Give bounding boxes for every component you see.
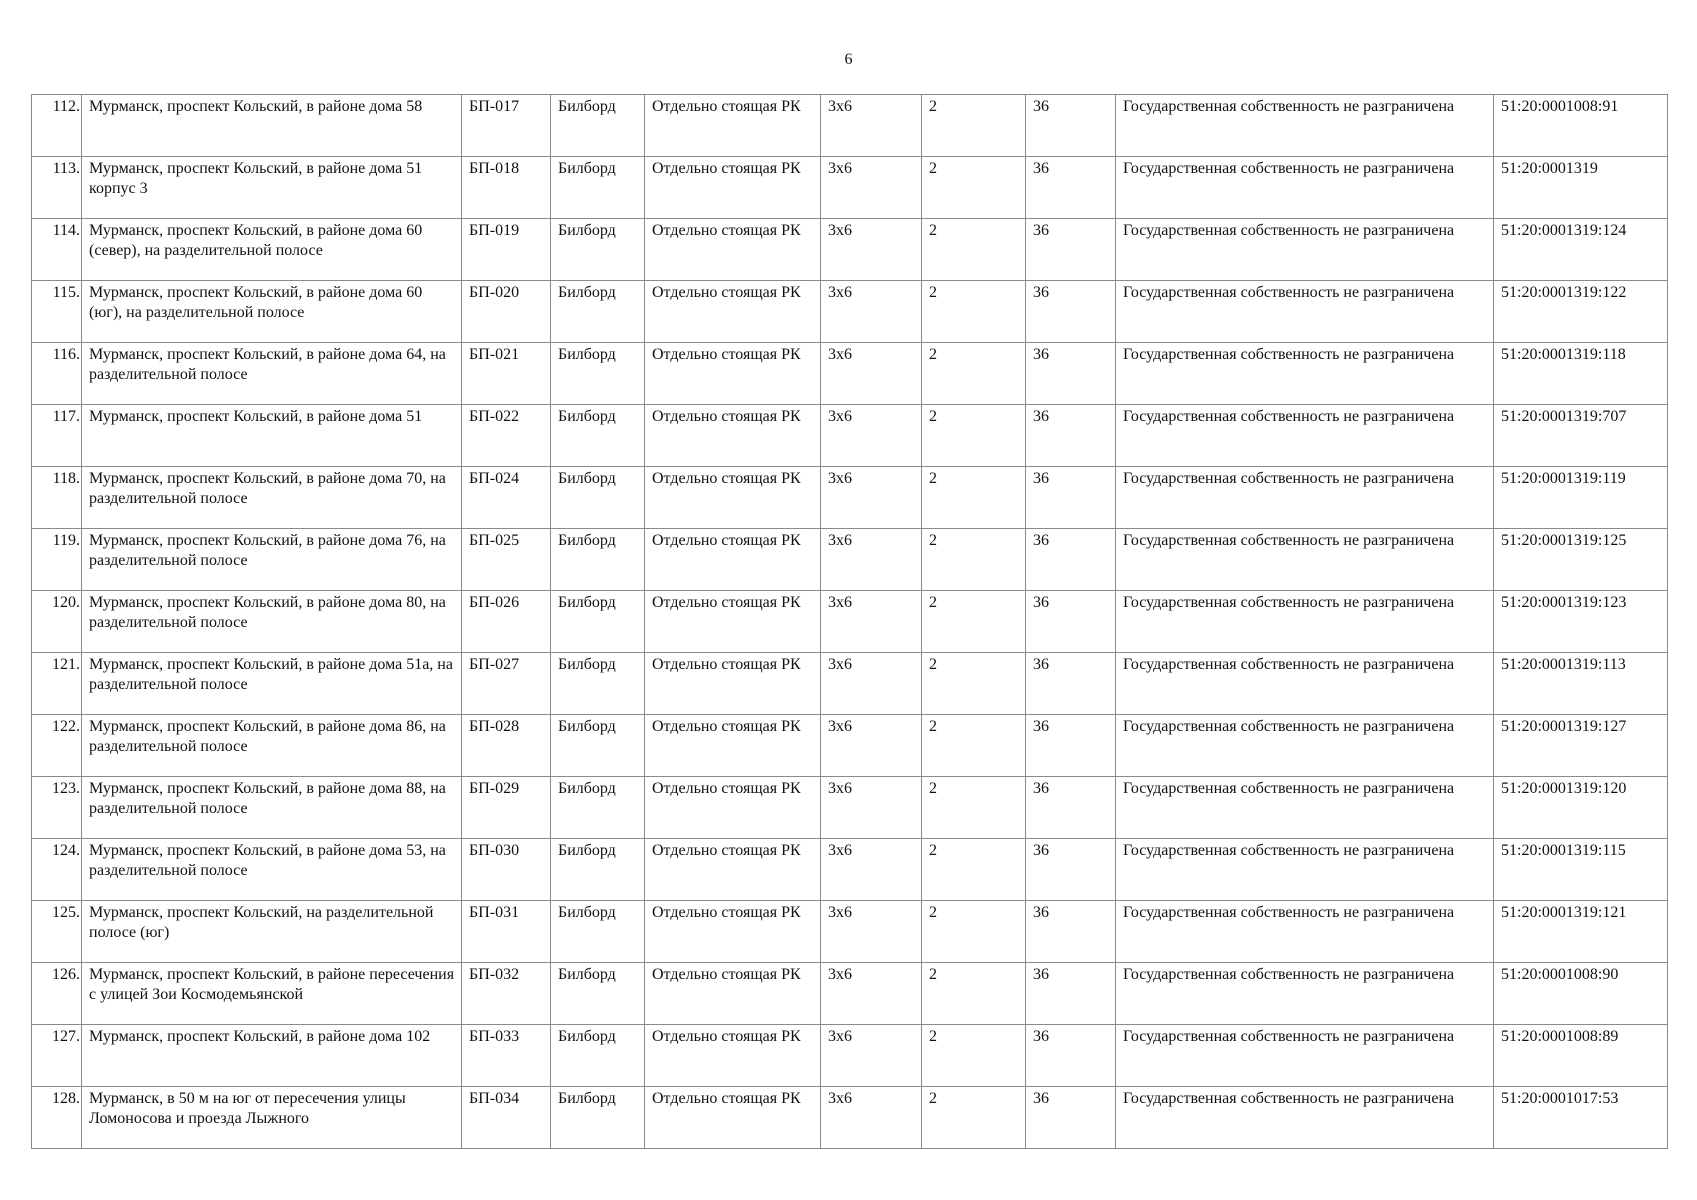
sides-cell: 2 [922,281,1026,343]
address-cell: Мурманск, проспект Кольский, в районе пересечения с улицей Зои Космодемьянской [82,963,462,1025]
address-cell: Мурманск, проспект Кольский, на разделительной полосе (юг) [82,901,462,963]
size-cell: 3х6 [821,839,922,901]
code-cell: БП-028 [462,715,551,777]
ownership-cell: Государственная собственность не разграничена [1116,467,1494,529]
type-cell: Билборд [551,405,645,467]
size-cell: 3х6 [821,529,922,591]
ownership-cell: Государственная собственность не разграничена [1116,281,1494,343]
cadastral-number-cell: 51:20:0001008:91 [1494,95,1668,157]
code-cell: БП-018 [462,157,551,219]
row-number: 120. [32,591,82,653]
table-row [32,1025,1668,1087]
cadastral-number-cell: 51:20:0001319 [1494,157,1668,219]
type-cell: Билборд [551,467,645,529]
address-cell: Мурманск, проспект Кольский, в районе дома 86, на разделительной полосе [82,715,462,777]
row-number: 125. [32,901,82,963]
table-row [32,95,1668,157]
table-row [32,1087,1668,1149]
kind-cell: Отдельно стоящая РК [645,467,821,529]
type-cell: Билборд [551,715,645,777]
sides-cell: 2 [922,777,1026,839]
ownership-cell: Государственная собственность не разграничена [1116,219,1494,281]
ownership-cell: Государственная собственность не разграничена [1116,839,1494,901]
size-cell: 3х6 [821,95,922,157]
code-cell: БП-021 [462,343,551,405]
address-cell: Мурманск, проспект Кольский, в районе дома 53, на разделительной полосе [82,839,462,901]
cadastral-number-cell: 51:20:0001008:89 [1494,1025,1668,1087]
size-cell: 3х6 [821,343,922,405]
ownership-cell: Государственная собственность не разграничена [1116,591,1494,653]
cadastral-number-cell: 51:20:0001319:118 [1494,343,1668,405]
code-cell: БП-033 [462,1025,551,1087]
area-cell: 36 [1026,219,1116,281]
kind-cell: Отдельно стоящая РК [645,591,821,653]
size-cell: 3х6 [821,653,922,715]
sides-cell: 2 [922,405,1026,467]
code-cell: БП-026 [462,591,551,653]
area-cell: 36 [1026,901,1116,963]
table-row [32,777,1668,839]
row-number: 126. [32,963,82,1025]
table-row [32,591,1668,653]
code-cell: БП-029 [462,777,551,839]
ownership-cell: Государственная собственность не разграничена [1116,777,1494,839]
area-cell: 36 [1026,777,1116,839]
area-cell: 36 [1026,467,1116,529]
table-row [32,157,1668,219]
area-cell: 36 [1026,95,1116,157]
type-cell: Билборд [551,219,645,281]
ownership-cell: Государственная собственность не разграничена [1116,715,1494,777]
registry-table [31,94,1668,1149]
ownership-cell: Государственная собственность не разграничена [1116,1087,1494,1149]
size-cell: 3х6 [821,1025,922,1087]
sides-cell: 2 [922,963,1026,1025]
sides-cell: 2 [922,653,1026,715]
cadastral-number-cell: 51:20:0001319:115 [1494,839,1668,901]
ownership-cell: Государственная собственность не разграничена [1116,405,1494,467]
kind-cell: Отдельно стоящая РК [645,219,821,281]
size-cell: 3х6 [821,467,922,529]
ownership-cell: Государственная собственность не разграничена [1116,653,1494,715]
row-number: 123. [32,777,82,839]
address-cell: Мурманск, проспект Кольский, в районе дома 88, на разделительной полосе [82,777,462,839]
address-cell: Мурманск, проспект Кольский, в районе дома 51 [82,405,462,467]
cadastral-number-cell: 51:20:0001008:90 [1494,963,1668,1025]
type-cell: Билборд [551,1025,645,1087]
area-cell: 36 [1026,1087,1116,1149]
type-cell: Билборд [551,281,645,343]
area-cell: 36 [1026,157,1116,219]
kind-cell: Отдельно стоящая РК [645,281,821,343]
type-cell: Билборд [551,839,645,901]
table-row [32,715,1668,777]
cadastral-number-cell: 51:20:0001319:707 [1494,405,1668,467]
area-cell: 36 [1026,1025,1116,1087]
kind-cell: Отдельно стоящая РК [645,963,821,1025]
area-cell: 36 [1026,529,1116,591]
code-cell: БП-030 [462,839,551,901]
ownership-cell: Государственная собственность не разграничена [1116,901,1494,963]
area-cell: 36 [1026,281,1116,343]
ownership-cell: Государственная собственность не разграничена [1116,343,1494,405]
cadastral-number-cell: 51:20:0001319:121 [1494,901,1668,963]
table-row [32,219,1668,281]
address-cell: Мурманск, проспект Кольский, в районе дома 102 [82,1025,462,1087]
address-cell: Мурманск, проспект Кольский, в районе дома 60 (юг), на разделительной полосе [82,281,462,343]
type-cell: Билборд [551,963,645,1025]
table-row [32,343,1668,405]
kind-cell: Отдельно стоящая РК [645,715,821,777]
cadastral-number-cell: 51:20:0001319:127 [1494,715,1668,777]
type-cell: Билборд [551,901,645,963]
sides-cell: 2 [922,467,1026,529]
kind-cell: Отдельно стоящая РК [645,405,821,467]
size-cell: 3х6 [821,715,922,777]
ownership-cell: Государственная собственность не разграничена [1116,963,1494,1025]
address-cell: Мурманск, проспект Кольский, в районе дома 64, на разделительной полосе [82,343,462,405]
code-cell: БП-024 [462,467,551,529]
row-number: 113. [32,157,82,219]
kind-cell: Отдельно стоящая РК [645,1087,821,1149]
table-row [32,901,1668,963]
address-cell: Мурманск, проспект Кольский, в районе дома 51а, на разделительной полосе [82,653,462,715]
address-cell: Мурманск, проспект Кольский, в районе дома 80, на разделительной полосе [82,591,462,653]
code-cell: БП-032 [462,963,551,1025]
row-number: 118. [32,467,82,529]
sides-cell: 2 [922,95,1026,157]
type-cell: Билборд [551,343,645,405]
table-row [32,405,1668,467]
row-number: 112. [32,95,82,157]
size-cell: 3х6 [821,219,922,281]
table-row [32,839,1668,901]
type-cell: Билборд [551,1087,645,1149]
cadastral-number-cell: 51:20:0001319:124 [1494,219,1668,281]
area-cell: 36 [1026,591,1116,653]
row-number: 127. [32,1025,82,1087]
ownership-cell: Государственная собственность не разграничена [1116,157,1494,219]
code-cell: БП-034 [462,1087,551,1149]
row-number: 122. [32,715,82,777]
address-cell: Мурманск, проспект Кольский, в районе дома 70, на разделительной полосе [82,467,462,529]
code-cell: БП-022 [462,405,551,467]
code-cell: БП-017 [462,95,551,157]
table-row [32,963,1668,1025]
code-cell: БП-027 [462,653,551,715]
kind-cell: Отдельно стоящая РК [645,529,821,591]
sides-cell: 2 [922,529,1026,591]
ownership-cell: Государственная собственность не разграничена [1116,95,1494,157]
address-cell: Мурманск, проспект Кольский, в районе дома 76, на разделительной полосе [82,529,462,591]
sides-cell: 2 [922,1025,1026,1087]
cadastral-number-cell: 51:20:0001319:125 [1494,529,1668,591]
row-number: 115. [32,281,82,343]
area-cell: 36 [1026,405,1116,467]
area-cell: 36 [1026,839,1116,901]
address-cell: Мурманск, проспект Кольский, в районе дома 58 [82,95,462,157]
address-cell: Мурманск, проспект Кольский, в районе дома 51 корпус 3 [82,157,462,219]
code-cell: БП-019 [462,219,551,281]
code-cell: БП-031 [462,901,551,963]
row-number: 121. [32,653,82,715]
row-number: 119. [32,529,82,591]
row-number: 124. [32,839,82,901]
type-cell: Билборд [551,591,645,653]
size-cell: 3х6 [821,901,922,963]
row-number: 116. [32,343,82,405]
table-row [32,467,1668,529]
kind-cell: Отдельно стоящая РК [645,95,821,157]
table-row [32,653,1668,715]
ownership-cell: Государственная собственность не разграничена [1116,1025,1494,1087]
address-cell: Мурманск, в 50 м на юг от пересечения улицы Ломоносова и проезда Лыжного [82,1087,462,1149]
size-cell: 3х6 [821,405,922,467]
kind-cell: Отдельно стоящая РК [645,653,821,715]
sides-cell: 2 [922,1087,1026,1149]
row-number: 114. [32,219,82,281]
sides-cell: 2 [922,715,1026,777]
sides-cell: 2 [922,219,1026,281]
ownership-cell: Государственная собственность не разграничена [1116,529,1494,591]
sides-cell: 2 [922,157,1026,219]
cadastral-number-cell: 51:20:0001017:53 [1494,1087,1668,1149]
type-cell: Билборд [551,95,645,157]
cadastral-number-cell: 51:20:0001319:113 [1494,653,1668,715]
kind-cell: Отдельно стоящая РК [645,343,821,405]
size-cell: 3х6 [821,1087,922,1149]
size-cell: 3х6 [821,963,922,1025]
size-cell: 3х6 [821,281,922,343]
kind-cell: Отдельно стоящая РК [645,157,821,219]
registry-table-body [32,95,1668,1149]
size-cell: 3х6 [821,157,922,219]
sides-cell: 2 [922,839,1026,901]
cadastral-number-cell: 51:20:0001319:119 [1494,467,1668,529]
kind-cell: Отдельно стоящая РК [645,1025,821,1087]
type-cell: Билборд [551,777,645,839]
row-number: 117. [32,405,82,467]
page-number: 6 [844,51,853,68]
type-cell: Билборд [551,529,645,591]
sides-cell: 2 [922,901,1026,963]
row-number: 128. [32,1087,82,1149]
table-row [32,281,1668,343]
cadastral-number-cell: 51:20:0001319:123 [1494,591,1668,653]
code-cell: БП-020 [462,281,551,343]
area-cell: 36 [1026,343,1116,405]
size-cell: 3х6 [821,777,922,839]
table-row [32,529,1668,591]
kind-cell: Отдельно стоящая РК [645,901,821,963]
code-cell: БП-025 [462,529,551,591]
area-cell: 36 [1026,963,1116,1025]
area-cell: 36 [1026,715,1116,777]
cadastral-number-cell: 51:20:0001319:122 [1494,281,1668,343]
sides-cell: 2 [922,343,1026,405]
cadastral-number-cell: 51:20:0001319:120 [1494,777,1668,839]
sides-cell: 2 [922,591,1026,653]
area-cell: 36 [1026,653,1116,715]
address-cell: Мурманск, проспект Кольский, в районе дома 60 (север), на разделительной полосе [82,219,462,281]
size-cell: 3х6 [821,591,922,653]
type-cell: Билборд [551,157,645,219]
type-cell: Билборд [551,653,645,715]
kind-cell: Отдельно стоящая РК [645,839,821,901]
kind-cell: Отдельно стоящая РК [645,777,821,839]
